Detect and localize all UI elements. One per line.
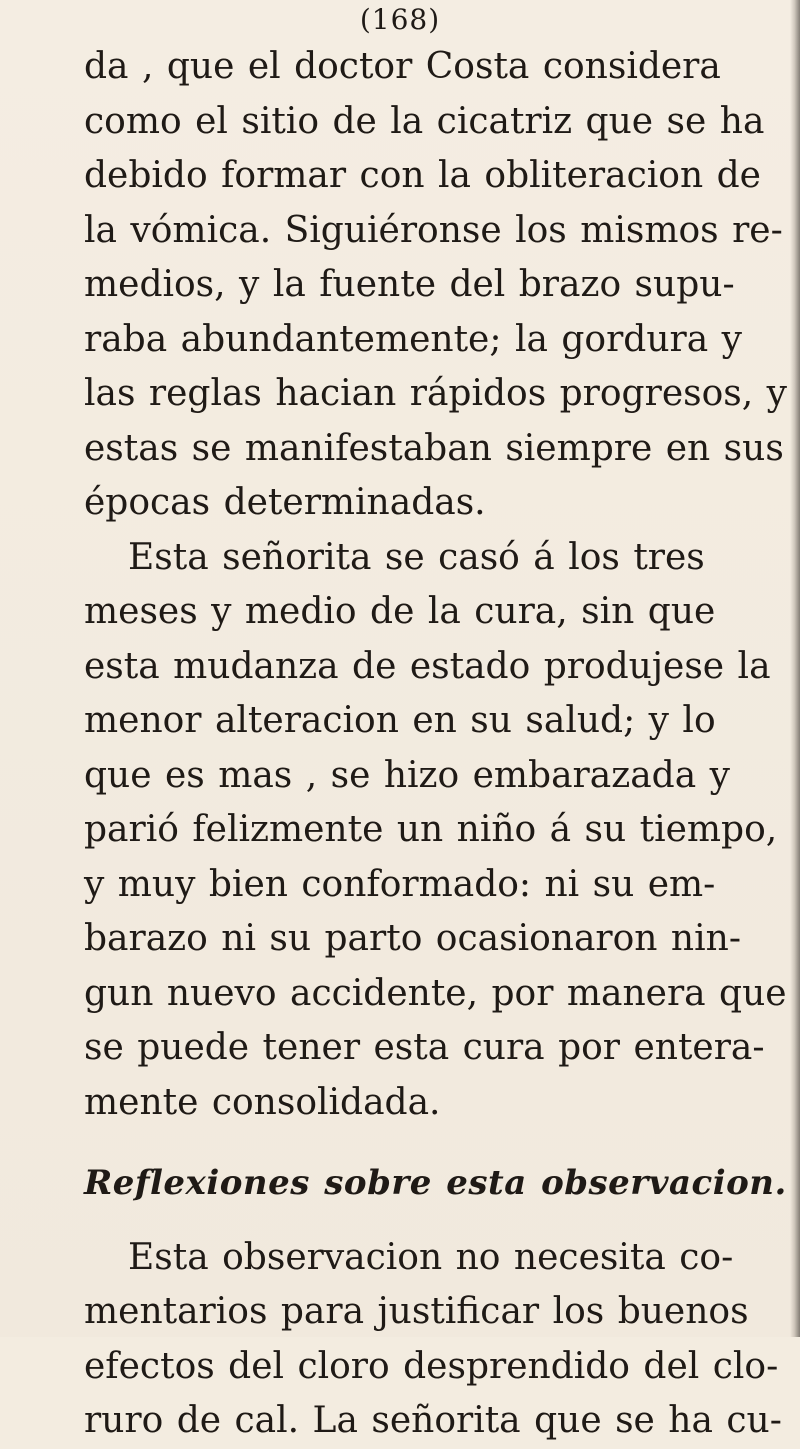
text-line: debido formar con la obliteracion de bbox=[84, 155, 761, 196]
page-edge-shadow bbox=[790, 0, 800, 1337]
paragraph-1 bbox=[84, 40, 787, 531]
spacer bbox=[84, 1211, 734, 1231]
text-line: da , que el doctor Costa considera bbox=[84, 46, 721, 87]
text-line: como el sitio de la cicatriz que se ha bbox=[84, 100, 765, 142]
text-line: menor alteracion en su salud; y lo bbox=[84, 700, 716, 741]
text-line: épocas determinadas. bbox=[84, 482, 486, 523]
text-line: Esta señorita se casó á los tres bbox=[128, 536, 705, 578]
text-line: gun nuevo accidente, por manera que bbox=[84, 972, 787, 1014]
text-line: la vómica. Siguiéronse los mismos re- bbox=[84, 209, 783, 251]
text-line: medios, y la fuente del brazo supu- bbox=[84, 264, 735, 305]
section-heading: Reflexiones sobre esta observacion. bbox=[84, 1163, 787, 1203]
text-line: Esta observacion no necesita co- bbox=[128, 1236, 734, 1278]
page-number: (168) bbox=[359, 3, 441, 36]
text-line: que es mas , se hizo embarazada y bbox=[84, 754, 730, 796]
text-line: esta mudanza de estado produjese la bbox=[84, 645, 771, 687]
text-line: mentarios para justificar los buenos bbox=[84, 1291, 749, 1332]
text-line: las reglas hacian rápidos progresos, y bbox=[84, 373, 787, 414]
text-line: ruro de cal. La señorita que se ha cu- bbox=[84, 1400, 782, 1441]
page-text bbox=[84, 40, 787, 1449]
text-line: meses y medio de la cura, sin que bbox=[84, 591, 716, 632]
text-line: y muy bien conformado: ni su em- bbox=[84, 863, 716, 905]
paragraph-3 bbox=[84, 1231, 782, 1449]
text-line: efectos del cloro desprendido del clo- bbox=[84, 1345, 779, 1387]
text-line: estas se manifestaban siempre en sus bbox=[84, 427, 784, 469]
paragraph-2 bbox=[84, 531, 787, 1131]
text-line: parió felizmente un niño á su tiempo, bbox=[84, 809, 778, 850]
spacer bbox=[84, 1130, 734, 1156]
text-line: barazo ni su parto ocasionaron nin- bbox=[84, 918, 741, 959]
text-line: mente consolidada. bbox=[84, 1081, 441, 1123]
text-line: se puede tener esta cura por entera- bbox=[84, 1027, 765, 1068]
text-line: raba abundantemente; la gordura y bbox=[84, 318, 742, 360]
